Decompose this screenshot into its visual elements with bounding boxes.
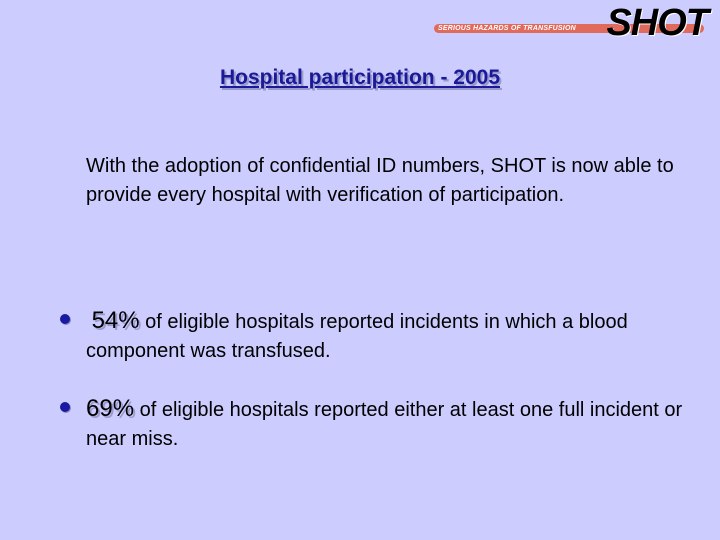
bullet-description: of eligible hospitals reported incidents in which a blood component was transfused. (86, 311, 628, 362)
logo-tagline: SERIOUS HAZARDS OF TRANSFUSION (438, 25, 576, 32)
bullet-text (86, 394, 700, 454)
percent-value: 54% (91, 307, 140, 334)
bullet-dot-icon (60, 402, 70, 412)
logo-wordmark: SHOT (606, 2, 708, 44)
percent-value: 69% (86, 395, 135, 422)
bullet-text (86, 306, 700, 366)
slide-title: Hospital participation - 2005 (219, 66, 501, 89)
bullet-item-1 (60, 306, 700, 366)
bullet-item-2 (60, 394, 700, 454)
bullet-description: of eligible hospitals reported either at least one full incident or near miss. (86, 399, 683, 450)
intro-paragraph: With the adoption of confidential ID numbers, SHOT is now able to provide every hospital with verification of participation. (86, 155, 674, 206)
shot-logo (432, 2, 714, 46)
bullet-dot-icon (60, 314, 70, 324)
